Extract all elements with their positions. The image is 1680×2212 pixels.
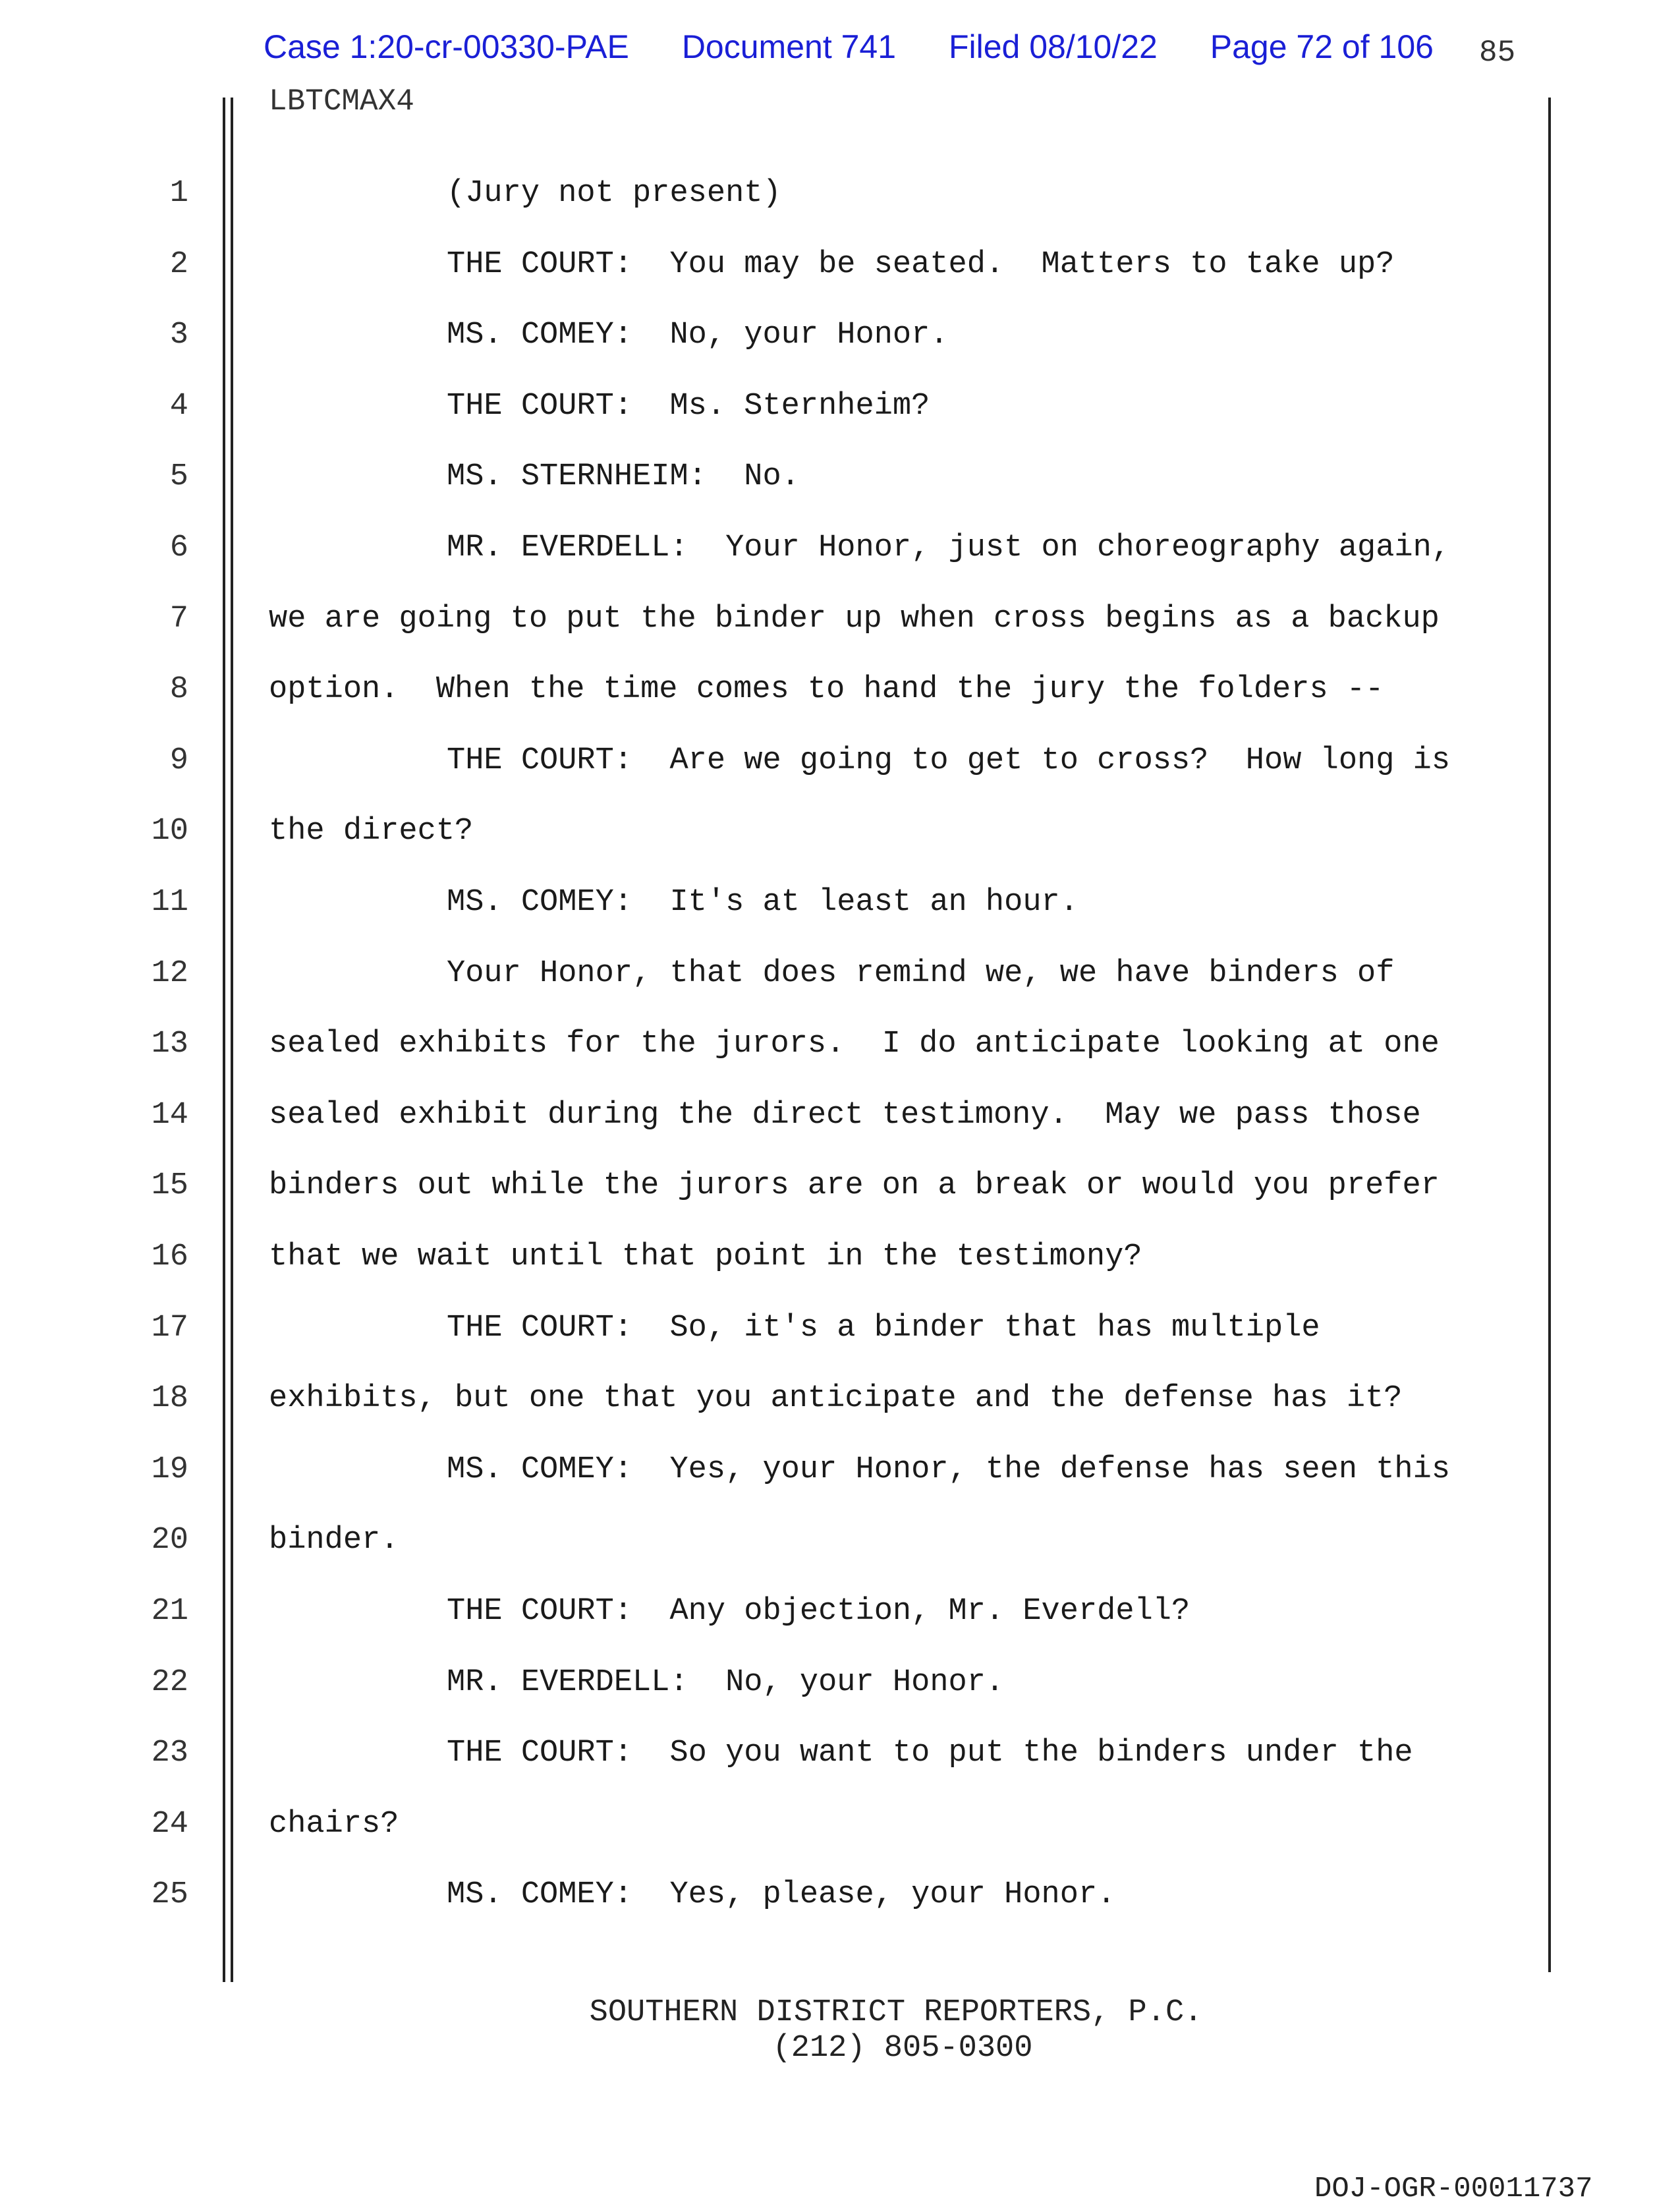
- line-number: 7: [169, 601, 188, 637]
- line-text: chairs?: [269, 1806, 399, 1842]
- ecf-page-count: Page 72 of 106: [1210, 28, 1434, 65]
- line-text: we are going to put the binder up when cross begins as a backup: [269, 601, 1440, 637]
- line-text: option. When the time comes to hand the jury the folders --: [269, 672, 1384, 708]
- transcript-doc-id: LBTCMAX4: [269, 84, 414, 119]
- transcript-line: [0, 1009, 1680, 1080]
- transcript-line: [0, 1647, 1680, 1718]
- line-number: 4: [169, 388, 188, 424]
- line-number: 20: [151, 1523, 188, 1558]
- line-text: THE COURT: You may be seated. Matters to take up?: [447, 246, 1395, 282]
- transcript-line: [0, 300, 1680, 371]
- line-text: MS. COMEY: Yes, please, your Honor.: [447, 1877, 1116, 1913]
- transcript-line: [0, 1293, 1680, 1364]
- transcript-line: [0, 1222, 1680, 1293]
- transcript-line: [0, 441, 1680, 513]
- line-number: 22: [151, 1664, 188, 1700]
- line-text: sealed exhibits for the jurors. I do anticipate looking at one: [269, 1027, 1440, 1062]
- transcript-line: [0, 1434, 1680, 1506]
- line-text: that we wait until that point in the testimony?: [269, 1239, 1142, 1274]
- line-number: 11: [151, 885, 188, 920]
- transcript-line: [0, 158, 1680, 229]
- transcript-line: [0, 1718, 1680, 1789]
- transcript-line: [0, 1505, 1680, 1576]
- line-number: 24: [151, 1806, 188, 1842]
- line-text: the direct?: [269, 814, 474, 849]
- line-number: 18: [151, 1381, 188, 1417]
- line-number: 1: [169, 176, 188, 211]
- transcript-line: [0, 584, 1680, 655]
- line-text: Your Honor, that does remind we, we have binders of: [447, 955, 1395, 991]
- transcript-line: [0, 938, 1680, 1009]
- bates-number: DOJ-OGR-00011737: [1314, 2172, 1593, 2205]
- transcript-line: [0, 1080, 1680, 1151]
- line-number: 17: [151, 1310, 188, 1346]
- line-number: 5: [169, 459, 188, 495]
- line-text: THE COURT: So you want to put the binders under the: [447, 1736, 1413, 1771]
- ecf-case-number: Case 1:20-cr-00330-PAE: [264, 28, 629, 65]
- line-number: 2: [169, 246, 188, 282]
- line-text: THE COURT: Are we going to get to cross? How long is: [447, 743, 1451, 778]
- line-number: 3: [169, 318, 188, 353]
- transcript-line: [0, 371, 1680, 442]
- line-text: (Jury not present): [447, 176, 781, 211]
- line-number: 25: [151, 1877, 188, 1913]
- line-number: 15: [151, 1168, 188, 1204]
- transcript-page-number: 85: [1479, 36, 1516, 70]
- line-text: THE COURT: Any objection, Mr. Everdell?: [447, 1594, 1190, 1629]
- line-number: 21: [151, 1594, 188, 1629]
- reporter-name: SOUTHERN DISTRICT REPORTERS, P.C.: [589, 1995, 1203, 2030]
- transcript-line: [0, 1859, 1680, 1931]
- line-number: 23: [151, 1736, 188, 1771]
- line-number: 6: [169, 530, 188, 565]
- transcript-line: [0, 1789, 1680, 1860]
- line-text: MR. EVERDELL: Your Honor, just on choreography again,: [447, 530, 1451, 565]
- transcript-line: [0, 1576, 1680, 1647]
- line-text: THE COURT: Ms. Sternheim?: [447, 388, 930, 424]
- line-text: MS. STERNHEIM: No.: [447, 459, 800, 495]
- line-number: 8: [169, 672, 188, 708]
- line-number: 16: [151, 1239, 188, 1274]
- line-text: MS. COMEY: It's at least an hour.: [447, 885, 1078, 920]
- reporter-phone: (212) 805-0300: [772, 2031, 1033, 2066]
- transcript-line: [0, 725, 1680, 797]
- transcript-line: [0, 1150, 1680, 1222]
- transcript-line: [0, 229, 1680, 300]
- ecf-filed-date: Filed 08/10/22: [948, 28, 1158, 65]
- ecf-header: [264, 28, 1434, 66]
- line-text: MR. EVERDELL: No, your Honor.: [447, 1664, 1005, 1700]
- transcript-line: [0, 654, 1680, 725]
- ecf-document-number: Document 741: [681, 28, 897, 65]
- line-number: 14: [151, 1097, 188, 1133]
- line-number: 13: [151, 1027, 188, 1062]
- line-number: 19: [151, 1452, 188, 1487]
- line-text: MS. COMEY: No, your Honor.: [447, 318, 949, 353]
- line-text: THE COURT: So, it's a binder that has multiple: [447, 1310, 1320, 1346]
- line-text: sealed exhibit during the direct testimony. May we pass those: [269, 1097, 1421, 1133]
- transcript-line: [0, 513, 1680, 584]
- line-number: 9: [169, 743, 188, 778]
- line-text: binder.: [269, 1523, 399, 1558]
- transcript-line: [0, 867, 1680, 938]
- transcript-line: [0, 1363, 1680, 1434]
- line-text: MS. COMEY: Yes, your Honor, the defense has seen this: [447, 1452, 1451, 1487]
- transcript-line: [0, 796, 1680, 867]
- line-number: 12: [151, 955, 188, 991]
- line-text: exhibits, but one that you anticipate and the defense has it?: [269, 1381, 1403, 1417]
- line-text: binders out while the jurors are on a break or would you prefer: [269, 1168, 1440, 1204]
- line-number: 10: [151, 814, 188, 849]
